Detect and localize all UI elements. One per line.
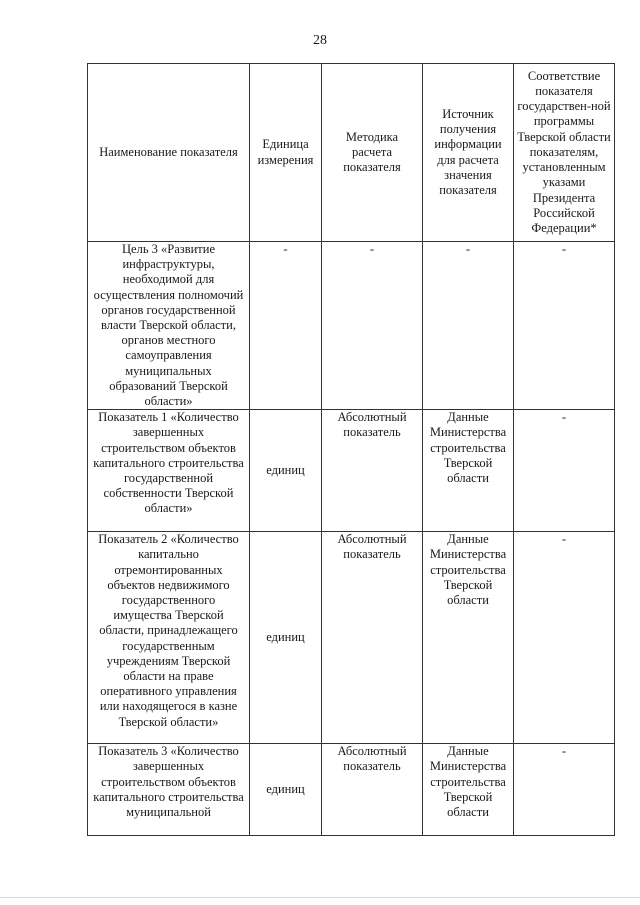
table-header-row: [88, 64, 615, 242]
cell-unit: -: [250, 242, 322, 410]
cell-compliance: -: [514, 242, 615, 410]
cell-indicator-name: Показатель 3 «Количество завершенных строительством объектов капитального строительства муниципальной: [88, 744, 250, 836]
cell-compliance: -: [514, 532, 615, 744]
table-row: [88, 532, 615, 744]
header-source: Источник получения информации для расчета значения показателя: [423, 64, 514, 242]
cell-unit: единиц: [250, 744, 322, 836]
cell-source: Данные Министерства строительства Тверской области: [423, 532, 514, 744]
cell-unit: единиц: [250, 410, 322, 532]
header-compliance: Соответствие показателя государствен-ной программы Тверской области показателям, установленным указами Президента Российской Федерации*: [514, 64, 615, 242]
cell-method: -: [322, 242, 423, 410]
cell-compliance: -: [514, 744, 615, 836]
header-unit: Единица измерения: [250, 64, 322, 242]
cell-source: Данные Министерства строительства Тверской области: [423, 744, 514, 836]
header-method: Методика расчета показателя: [322, 64, 423, 242]
header-indicator-name: Наименование показателя: [88, 64, 250, 242]
cell-compliance: -: [514, 410, 615, 532]
table-row: [88, 242, 615, 410]
page-number: 28: [313, 33, 327, 48]
cell-method: Абсолютный показатель: [322, 532, 423, 744]
cell-indicator-name: Показатель 1 «Количество завершенных строительством объектов капитального строительства государственной собственности Тверской области»: [88, 410, 250, 532]
cell-indicator-name: Показатель 2 «Количество капитально отремонтированных объектов недвижимого государственного имущества Тверской области, принадлежащего государственным учреждениям Тверской области на праве оперативного управления или находящегося в казне Тверской области»: [88, 532, 250, 744]
cell-unit: единиц: [250, 532, 322, 744]
indicators-table: [87, 63, 615, 836]
cell-source: Данные Министерства строительства Тверской области: [423, 410, 514, 532]
cell-indicator-name: Цель 3 «Развитие инфраструктуры, необходимой для осуществления полномочий органов государственной власти Тверской области, органов местного самоуправления муниципальных образований Тверской области»: [88, 242, 250, 410]
table-row: [88, 744, 615, 836]
scan-edge-line: [0, 897, 640, 898]
cell-method: Абсолютный показатель: [322, 410, 423, 532]
cell-source: -: [423, 242, 514, 410]
table-row: [88, 410, 615, 532]
cell-method: Абсолютный показатель: [322, 744, 423, 836]
